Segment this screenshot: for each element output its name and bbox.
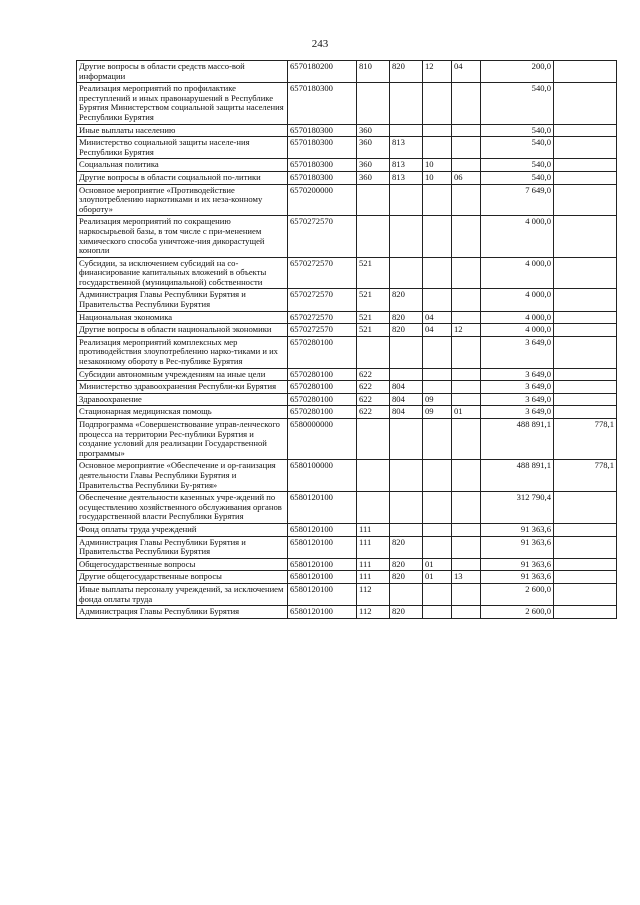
cell-expense-type — [357, 336, 390, 368]
table-row — [77, 324, 617, 337]
table-row — [77, 368, 617, 381]
cell-department: 820 — [390, 324, 423, 337]
cell-section — [423, 289, 452, 311]
page-number: 243 — [311, 38, 329, 50]
cell-amount-extra — [554, 184, 617, 216]
cell-amount-extra — [554, 368, 617, 381]
cell-subsection — [452, 460, 481, 492]
cell-expense-type — [357, 184, 390, 216]
cell-expense-type: 360 — [357, 171, 390, 184]
table-row — [77, 523, 617, 536]
cell-expense-type — [357, 216, 390, 257]
cell-section — [423, 83, 452, 124]
cell-subsection — [452, 523, 481, 536]
cell-amount-extra — [554, 257, 617, 289]
cell-expense-type — [357, 492, 390, 524]
cell-amount: 488 891,1 — [481, 460, 554, 492]
cell-section — [423, 216, 452, 257]
cell-code: 6570272570 — [288, 257, 357, 289]
cell-name: Другие вопросы в области средств массо-вой информации — [77, 61, 288, 83]
cell-section — [423, 257, 452, 289]
cell-amount: 540,0 — [481, 159, 554, 172]
cell-section: 01 — [423, 571, 452, 584]
cell-amount-extra — [554, 536, 617, 558]
cell-department: 820 — [390, 536, 423, 558]
table-row — [77, 124, 617, 137]
cell-section: 12 — [423, 61, 452, 83]
cell-subsection — [452, 419, 481, 460]
cell-code: 6570280100 — [288, 368, 357, 381]
cell-name: Министерство социальной защиты населе-ния Республики Бурятия — [77, 137, 288, 159]
cell-section — [423, 381, 452, 394]
cell-subsection — [452, 83, 481, 124]
cell-department: 813 — [390, 137, 423, 159]
cell-department — [390, 257, 423, 289]
cell-amount: 2 600,0 — [481, 606, 554, 619]
cell-expense-type: 111 — [357, 523, 390, 536]
cell-amount-extra — [554, 311, 617, 324]
cell-department: 820 — [390, 571, 423, 584]
cell-amount: 7 649,0 — [481, 184, 554, 216]
cell-code: 6580120100 — [288, 571, 357, 584]
cell-subsection — [452, 558, 481, 571]
budget-table — [76, 60, 617, 619]
table-row — [77, 460, 617, 492]
table-row — [77, 336, 617, 368]
cell-expense-type: 111 — [357, 536, 390, 558]
table-row — [77, 558, 617, 571]
cell-department: 804 — [390, 406, 423, 419]
cell-subsection — [452, 311, 481, 324]
cell-code: 6570200000 — [288, 184, 357, 216]
table-row — [77, 83, 617, 124]
cell-department: 813 — [390, 171, 423, 184]
cell-amount-extra: 778,1 — [554, 460, 617, 492]
cell-department: 820 — [390, 289, 423, 311]
table-row — [77, 536, 617, 558]
cell-department — [390, 336, 423, 368]
cell-section: 09 — [423, 406, 452, 419]
cell-code: 6570180300 — [288, 83, 357, 124]
cell-section — [423, 583, 452, 605]
cell-expense-type: 112 — [357, 606, 390, 619]
cell-subsection — [452, 606, 481, 619]
cell-code: 6570272570 — [288, 289, 357, 311]
cell-department — [390, 523, 423, 536]
cell-section — [423, 536, 452, 558]
cell-amount: 3 649,0 — [481, 336, 554, 368]
cell-department: 820 — [390, 311, 423, 324]
cell-section: 04 — [423, 311, 452, 324]
cell-name: Основное мероприятие «Обеспечение и ор-ганизация деятельности Главы Республики Бурятия и Правительства Республики Бу-рятия» — [77, 460, 288, 492]
cell-amount: 3 649,0 — [481, 393, 554, 406]
cell-department: 820 — [390, 558, 423, 571]
cell-name: Другие вопросы в области социальной по-литики — [77, 171, 288, 184]
cell-code: 6570180300 — [288, 137, 357, 159]
cell-subsection: 13 — [452, 571, 481, 584]
cell-expense-type: 112 — [357, 583, 390, 605]
cell-amount: 4 000,0 — [481, 324, 554, 337]
cell-subsection — [452, 216, 481, 257]
cell-name: Иные выплаты персоналу учреждений, за исключением фонда оплаты труда — [77, 583, 288, 605]
cell-name: Стационарная медицинская помощь — [77, 406, 288, 419]
cell-department — [390, 124, 423, 137]
cell-section — [423, 336, 452, 368]
cell-code: 6570280100 — [288, 336, 357, 368]
cell-subsection — [452, 368, 481, 381]
cell-name: Другие общегосударственные вопросы — [77, 571, 288, 584]
cell-name: Иные выплаты населению — [77, 124, 288, 137]
cell-amount-extra: 778,1 — [554, 419, 617, 460]
cell-section: 10 — [423, 171, 452, 184]
cell-expense-type: 622 — [357, 381, 390, 394]
table-row — [77, 311, 617, 324]
table-row — [77, 171, 617, 184]
table-row — [77, 606, 617, 619]
cell-expense-type: 521 — [357, 324, 390, 337]
table-row — [77, 216, 617, 257]
cell-subsection — [452, 583, 481, 605]
table-row — [77, 257, 617, 289]
cell-section — [423, 492, 452, 524]
table-row — [77, 289, 617, 311]
cell-subsection — [452, 124, 481, 137]
cell-department — [390, 368, 423, 381]
cell-code: 6570180300 — [288, 159, 357, 172]
cell-name: Национальная экономика — [77, 311, 288, 324]
cell-code: 6580120100 — [288, 606, 357, 619]
cell-amount: 312 790,4 — [481, 492, 554, 524]
cell-name: Фонд оплаты труда учреждений — [77, 523, 288, 536]
cell-amount-extra — [554, 406, 617, 419]
cell-amount-extra — [554, 61, 617, 83]
cell-amount: 540,0 — [481, 83, 554, 124]
cell-section — [423, 606, 452, 619]
cell-amount: 3 649,0 — [481, 368, 554, 381]
table-row — [77, 583, 617, 605]
cell-section — [423, 184, 452, 216]
cell-expense-type: 521 — [357, 289, 390, 311]
table-row — [77, 137, 617, 159]
cell-department: 813 — [390, 159, 423, 172]
cell-expense-type: 810 — [357, 61, 390, 83]
table-row — [77, 381, 617, 394]
table-row — [77, 571, 617, 584]
cell-section — [423, 368, 452, 381]
cell-department — [390, 83, 423, 124]
cell-name: Администрация Главы Республики Бурятия — [77, 606, 288, 619]
cell-code: 6570180300 — [288, 171, 357, 184]
cell-code: 6570180300 — [288, 124, 357, 137]
cell-subsection — [452, 381, 481, 394]
cell-department: 804 — [390, 381, 423, 394]
cell-subsection — [452, 184, 481, 216]
cell-department — [390, 583, 423, 605]
cell-expense-type: 360 — [357, 137, 390, 159]
cell-section: 10 — [423, 159, 452, 172]
cell-expense-type — [357, 419, 390, 460]
cell-amount-extra — [554, 159, 617, 172]
cell-amount: 488 891,1 — [481, 419, 554, 460]
cell-name: Субсидии автономным учреждениям на иные цели — [77, 368, 288, 381]
cell-section — [423, 460, 452, 492]
cell-expense-type: 111 — [357, 571, 390, 584]
cell-amount: 3 649,0 — [481, 406, 554, 419]
cell-subsection — [452, 137, 481, 159]
cell-section — [423, 137, 452, 159]
cell-amount-extra — [554, 523, 617, 536]
cell-subsection: 04 — [452, 61, 481, 83]
cell-section — [423, 124, 452, 137]
cell-amount: 91 363,6 — [481, 536, 554, 558]
cell-section — [423, 419, 452, 460]
cell-amount-extra — [554, 492, 617, 524]
cell-amount-extra — [554, 289, 617, 311]
cell-amount: 540,0 — [481, 124, 554, 137]
cell-code: 6580120100 — [288, 558, 357, 571]
cell-code: 6570280100 — [288, 381, 357, 394]
table-row — [77, 419, 617, 460]
cell-amount-extra — [554, 393, 617, 406]
cell-name: Министерство здравоохранения Республи-ки Бурятия — [77, 381, 288, 394]
cell-code: 6580120100 — [288, 492, 357, 524]
cell-code: 6570272570 — [288, 216, 357, 257]
cell-expense-type: 622 — [357, 393, 390, 406]
cell-expense-type — [357, 460, 390, 492]
cell-amount-extra — [554, 216, 617, 257]
cell-name: Администрация Главы Республики Бурятия и Правительства Республики Бурятия — [77, 536, 288, 558]
cell-name: Субсидии, за исключением субсидий на со-финансирование капитальных вложений в объекты государственной (муниципальной) собственности — [77, 257, 288, 289]
cell-expense-type: 521 — [357, 311, 390, 324]
cell-expense-type: 360 — [357, 124, 390, 137]
table-row — [77, 393, 617, 406]
cell-subsection — [452, 536, 481, 558]
cell-subsection: 12 — [452, 324, 481, 337]
cell-amount: 4 000,0 — [481, 216, 554, 257]
cell-amount: 91 363,6 — [481, 558, 554, 571]
cell-amount-extra — [554, 583, 617, 605]
cell-amount-extra — [554, 606, 617, 619]
cell-department: 820 — [390, 61, 423, 83]
cell-name: Общегосударственные вопросы — [77, 558, 288, 571]
cell-name: Реализация мероприятий по профилактике преступлений и иных правонарушений в Республике Бурятия Министерством социальной защиты населения Республики Бурятия — [77, 83, 288, 124]
cell-subsection — [452, 492, 481, 524]
cell-amount-extra — [554, 137, 617, 159]
cell-amount-extra — [554, 83, 617, 124]
cell-amount: 540,0 — [481, 171, 554, 184]
cell-name: Подпрограмма «Совершенствование управ-ленческого процесса на территории Рес-публики Бурятия и создание условий для реализации Государственной программы» — [77, 419, 288, 460]
cell-code: 6580120100 — [288, 523, 357, 536]
cell-department — [390, 184, 423, 216]
cell-section — [423, 523, 452, 536]
cell-amount-extra — [554, 571, 617, 584]
cell-amount-extra — [554, 171, 617, 184]
cell-amount-extra — [554, 381, 617, 394]
cell-subsection: 06 — [452, 171, 481, 184]
cell-expense-type: 111 — [357, 558, 390, 571]
cell-subsection — [452, 159, 481, 172]
cell-name: Обеспечение деятельности казенных учре-ждений по осуществлению хозяйственного обслуживания органов государственной власти Республики Бурятия — [77, 492, 288, 524]
cell-amount: 4 000,0 — [481, 257, 554, 289]
cell-amount-extra — [554, 558, 617, 571]
cell-department — [390, 216, 423, 257]
cell-name: Администрация Главы Республики Бурятия и Правительства Республики Бурятия — [77, 289, 288, 311]
cell-expense-type — [357, 83, 390, 124]
table-row — [77, 406, 617, 419]
cell-name: Реализация мероприятий по сокращению наркосырьевой базы, в том числе с при-менением химического способа уничтоже-ния дикорастущей конопли — [77, 216, 288, 257]
cell-amount-extra — [554, 124, 617, 137]
cell-amount-extra — [554, 336, 617, 368]
cell-code: 6570272570 — [288, 311, 357, 324]
cell-expense-type: 622 — [357, 368, 390, 381]
cell-expense-type: 622 — [357, 406, 390, 419]
cell-expense-type: 521 — [357, 257, 390, 289]
cell-amount: 200,0 — [481, 61, 554, 83]
cell-code: 6580120100 — [288, 583, 357, 605]
cell-subsection: 01 — [452, 406, 481, 419]
cell-amount: 540,0 — [481, 137, 554, 159]
cell-code: 6570272570 — [288, 324, 357, 337]
cell-section: 04 — [423, 324, 452, 337]
cell-subsection — [452, 336, 481, 368]
table-row — [77, 184, 617, 216]
cell-name: Другие вопросы в области национальной экономики — [77, 324, 288, 337]
cell-department: 820 — [390, 606, 423, 619]
cell-department — [390, 419, 423, 460]
cell-amount: 4 000,0 — [481, 311, 554, 324]
cell-amount: 4 000,0 — [481, 289, 554, 311]
cell-amount: 91 363,6 — [481, 571, 554, 584]
cell-amount-extra — [554, 324, 617, 337]
cell-name: Реализация мероприятий комплексных мер противодействия злоупотреблению нарко-тиками и их незаконному обороту в Рес-публике Бурятия — [77, 336, 288, 368]
cell-code: 6570280100 — [288, 393, 357, 406]
table-row — [77, 159, 617, 172]
cell-code: 6580100000 — [288, 460, 357, 492]
cell-section: 09 — [423, 393, 452, 406]
table-row — [77, 492, 617, 524]
cell-name: Социальная политика — [77, 159, 288, 172]
cell-section: 01 — [423, 558, 452, 571]
cell-code: 6570280100 — [288, 406, 357, 419]
cell-name: Основное мероприятие «Противодействие злоупотреблению наркотиками и их неза-конному обороту» — [77, 184, 288, 216]
table-row — [77, 61, 617, 83]
cell-expense-type: 360 — [357, 159, 390, 172]
cell-amount: 2 600,0 — [481, 583, 554, 605]
cell-department: 804 — [390, 393, 423, 406]
cell-name: Здравоохранение — [77, 393, 288, 406]
cell-amount: 3 649,0 — [481, 381, 554, 394]
cell-amount: 91 363,6 — [481, 523, 554, 536]
cell-code: 6580120100 — [288, 536, 357, 558]
cell-subsection — [452, 289, 481, 311]
cell-department — [390, 492, 423, 524]
cell-subsection — [452, 257, 481, 289]
cell-subsection — [452, 393, 481, 406]
cell-department — [390, 460, 423, 492]
cell-code: 6580000000 — [288, 419, 357, 460]
cell-code: 6570180200 — [288, 61, 357, 83]
